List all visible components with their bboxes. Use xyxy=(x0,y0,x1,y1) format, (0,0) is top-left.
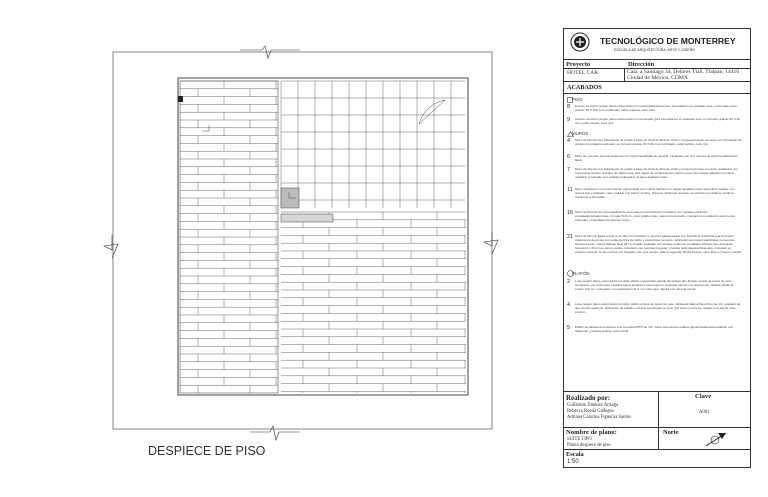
school-name: ESCUELA DE ARQUITECTURA, ARTE Y DISEÑO xyxy=(614,48,696,52)
scale-row xyxy=(564,449,750,468)
right-break-line xyxy=(484,232,498,254)
finish-code: 7 xyxy=(567,167,570,173)
scale-value: 1:50 xyxy=(567,459,579,465)
door-swing xyxy=(419,100,445,124)
author-name: Guillermo Jiménez Arriaga xyxy=(567,403,619,408)
title-block-header xyxy=(564,29,750,59)
plan-name-line: Planta despiece de piso xyxy=(567,443,611,448)
bathroom-square-tiles xyxy=(281,81,465,208)
left-break-line xyxy=(104,235,118,258)
finish-text: Losa (según plano estructural) con falso plafón a base de panel de yeso, tablaroca Marca Panel Rey de 1/2, acabado de tipo corrido aparente. Aplicación de sellador mineral texturizado en tono gris claro (concreto), sellado con barniz mate incoloro xyxy=(575,302,741,315)
finish-text: losa de concreto (según plano estructural) con terminado/pavimentos. Intercalar/no en acabado losa, en formato entre grande 30 X 150 cms rectificado, estilo madera, color café xyxy=(575,104,737,113)
finish-code: 5 xyxy=(567,325,570,331)
plan-outer-frame xyxy=(113,52,492,429)
project-label: Proyecto xyxy=(566,61,591,68)
finish-code: 8 xyxy=(567,104,570,110)
finish-code: 4 xyxy=(567,302,570,308)
finish-text: Muro de concreto armado aparente con impermeabilidad de integral y acabado con sus marcas de impermeabilización lijado xyxy=(575,154,738,163)
finish-code: 4 xyxy=(567,138,570,144)
finish-text: Losa (según plano estructural) con falso plafón suspendido parcial decorativo tipo flotado a base de panel de yeso compuesto por estructura metálica ligera anclada a losa superior, acabado interior con listones de madera sólida de encino 3x2 cm, colocados con separación de 3 cm entre ejes. Sjedra con almena incolor xyxy=(575,279,734,292)
wood-plank-tiles-room xyxy=(281,212,466,393)
authors-row xyxy=(564,391,750,427)
institution-name: TECNOLÓGICO DE MONTERREY xyxy=(600,36,736,46)
finish-code: 2 xyxy=(567,279,570,285)
address-label: Dirección xyxy=(628,61,655,68)
author-name: Rebecca Rueda Gallegos xyxy=(567,409,614,414)
project-row xyxy=(564,59,750,82)
bottom-break-line xyxy=(250,426,300,440)
plan-name-line: SUITE TIPO xyxy=(567,437,592,442)
finish-text: Muro de Durock con tratamiento de juntas a base de cinta de fibra de vidrio y compuesto base cemento con terminado de azulejo intercalar/no aplicado, en formato grande 30 X 60 cms rectificado, estilo ladrillo, color gris xyxy=(575,138,742,147)
finish-text: Muro de Durock con tratamiento de juntas a base de cinta de fibra de vidrio y compuesto base cemento, acabados con imprimante acrílico primario de adherencia, dos capas de recubrimiento marca comex Tecnocasa aplicado con llana metálica, terminado con sellador poliuretano al agua acabado mate xyxy=(575,167,738,180)
north-label: Norte xyxy=(663,429,679,436)
key-label: Clave xyxy=(695,393,712,400)
finish-code: 16 xyxy=(567,210,573,216)
finish-text: Plafón de tablaroca resistente a la humedad (RH) de 1/2" sobre estructura metálica galvanizada/sistema/tablón con Stateman y pintura vinílica, color marfil xyxy=(575,325,734,334)
finish-text: losa de concreto (según plano estructural) con terminado gres intercalar/no en acabado losa, en formato grande 60 X 60 cms, estilo piedra, color gris xyxy=(575,117,741,126)
column-marker-small xyxy=(178,96,183,102)
room-outline xyxy=(178,78,468,395)
plan-name-row xyxy=(564,427,750,449)
author-name: Adriana Carolina Figueroa Santos xyxy=(567,415,631,420)
finish-code: 21 xyxy=(567,234,573,240)
finish-text: Muro de Durock lijado a este se le dan con camellos y muretes galvanizados con Semiflexil resistente a la corrosión, tratamiento de juntas con malla de fibra de vidrio y pasta base cemento. Aplicación de impermeabilizante cementoso bicomponente, marca DiaCap Seal 207 a semilar. Acabado con azulejo cerámico esmaltado brillante tipo artesanal, formato 8 x 20 cm en tonos verdes colocados con texturas irregular y bordes redondeados/biselados, colocado en posición vertical. Junta mínima con boquilla color gris oscuro. Marca sugerida: DIGM Design, serie Boyce Green o similar xyxy=(575,234,742,255)
wood-plank-tiles xyxy=(180,81,278,393)
finish-code: 6 xyxy=(567,154,570,160)
finish-text: Muro recubierto con recubrimiento pigmentado tono marfil, aplicado en capas delgadas sobre superficie tratada, con textura lisa y acabado mate, sellado con barniz acrílico. Sistema multicapa de base cementicia con aditivos acrílicos, resistente a humedad xyxy=(575,187,735,200)
section-title-walls: MUROS xyxy=(572,131,589,136)
scale-label: Escala xyxy=(566,451,584,458)
title-block xyxy=(563,28,751,468)
address-value: Calz. a Santiago 34, Delores Tlali, Tlalpan, 14410 Ciudad de México, CDMX xyxy=(627,69,740,82)
plan-name-label: Nombre de plano: xyxy=(566,429,617,436)
section-title-ceiling: PLAFÓN xyxy=(572,271,590,276)
section-title-floor: PISO xyxy=(572,97,583,102)
project-value: HOTEL CAR xyxy=(567,70,599,76)
finish-code: 11 xyxy=(567,187,573,193)
plan-title: DESPIECE DE PISO xyxy=(148,444,266,458)
finishes-panel xyxy=(564,81,750,391)
finish-text: Muro de Durock con permeabilizante cementoso (incorporando recubierto con mosaico cerámico, esmaltado/vidriado/mate, formato 5x5 cm, color grafito mate, marca Interceramic, colocado con adhesivo para zonas húmedas y boquilla/junta epóxica negro xyxy=(575,210,735,223)
section-band xyxy=(281,214,333,222)
made-by-label: Realizado por: xyxy=(566,394,611,402)
finish-code: 9 xyxy=(567,117,570,123)
key-value: A001 xyxy=(699,410,710,415)
north-arrow-icon xyxy=(704,430,728,448)
institution-logo-icon xyxy=(570,32,590,52)
finishes-title: ACABADOS xyxy=(567,84,602,91)
